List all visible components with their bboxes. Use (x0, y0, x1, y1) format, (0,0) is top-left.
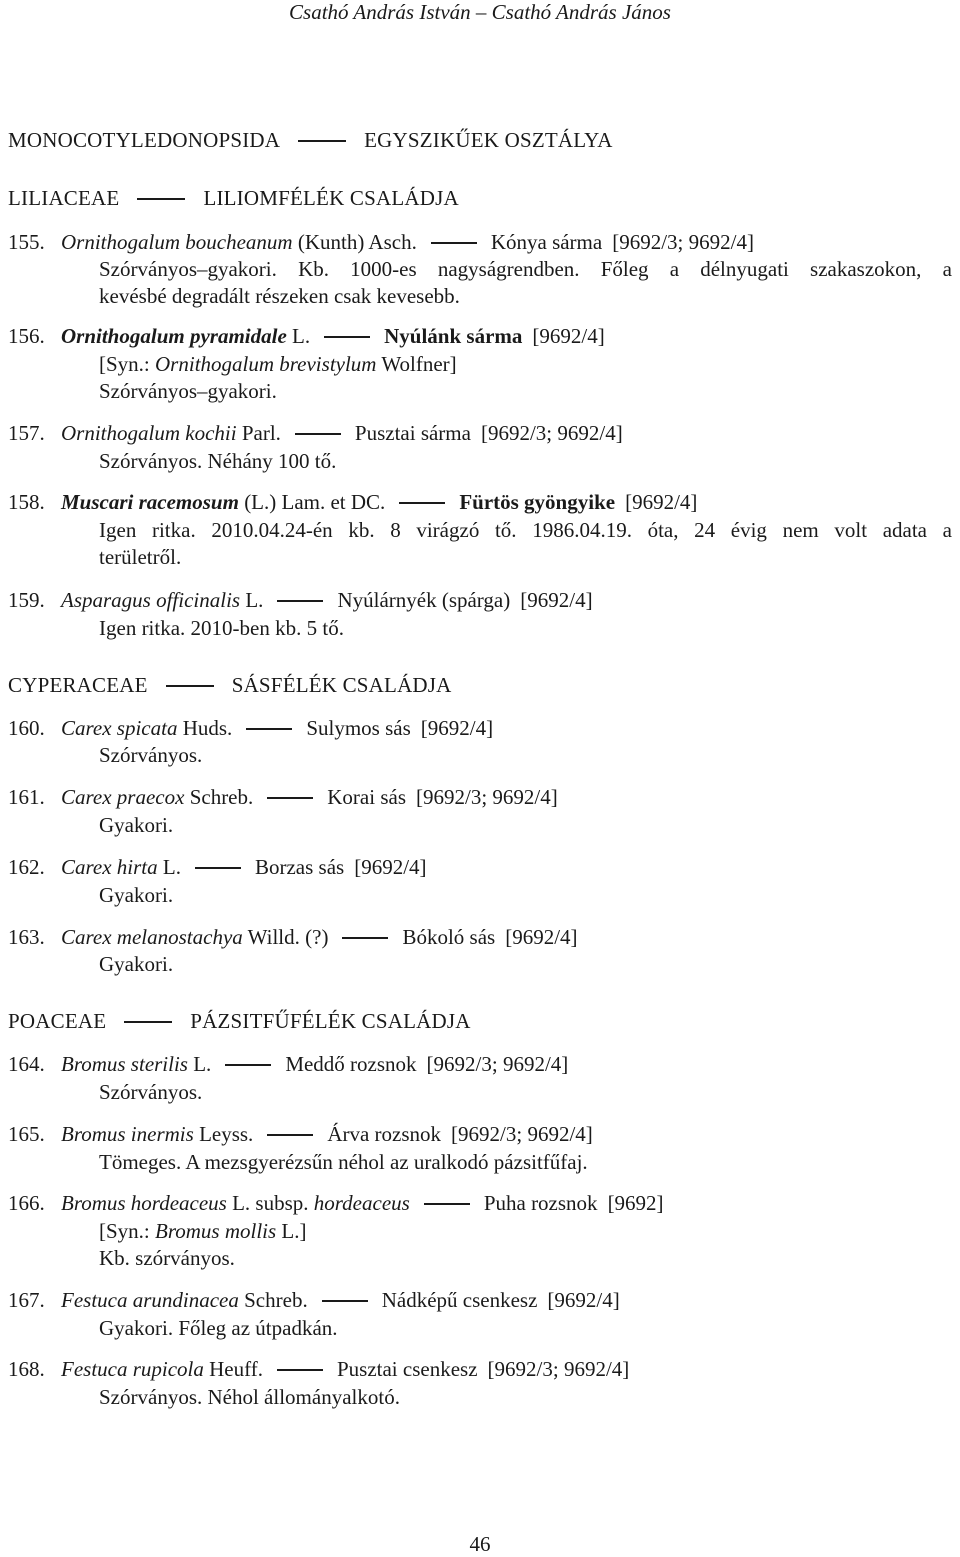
grid-reference: [9692/3; 9692/4] (480, 421, 623, 445)
grid-reference: [9692/3; 9692/4] (451, 1122, 593, 1146)
entry-note: Igen ritka. 2010.04.24-én kb. 8 virágzó tő. 1986.04.19. óta, 24 évig nem volt adata a (99, 518, 952, 542)
entry-number: 164. (8, 1052, 45, 1076)
grid-reference: [9692/3; 9692/4] (612, 230, 754, 254)
entry-number: 162. (8, 855, 45, 879)
entry-note: területről. (99, 545, 182, 569)
family-title-cyperaceae (8, 673, 452, 697)
synonym-name: Bromus mollis (155, 1219, 277, 1243)
scientific-name: Bromus inermis (61, 1122, 194, 1146)
entry-note: Gyakori. (99, 883, 174, 907)
entry-note: Szórványos. (99, 743, 203, 767)
scientific-name: Bromus hordeaceus (61, 1191, 227, 1215)
family-latin: POACEAE (8, 1009, 107, 1033)
scientific-name: Asparagus officinalis (61, 588, 241, 612)
entry-note: Gyakori. Főleg az útpadkán. (99, 1316, 338, 1340)
entry-number: 167. (8, 1288, 45, 1312)
grid-reference: [9692/4] (354, 855, 427, 879)
scientific-name: Ornithogalum boucheanum (61, 230, 293, 254)
author: L. (292, 324, 311, 348)
subspecies-name: hordeaceus (313, 1191, 410, 1215)
family-hungarian: PÁZSITFŰFÉLÉK CSALÁDJA (190, 1009, 471, 1033)
hungarian-name: Borzas sás (254, 855, 345, 879)
author: Huds. (182, 716, 233, 740)
grid-reference: [9692/4] (505, 925, 578, 949)
hungarian-name: Bókoló sás (402, 925, 496, 949)
author: Schreb. (189, 785, 254, 809)
entry-number: 159. (8, 588, 45, 612)
em-dash (225, 1064, 271, 1066)
em-dash (195, 867, 241, 869)
synonym-author: L.] (281, 1219, 307, 1243)
hungarian-name: Fürtös gyöngyike (459, 490, 616, 514)
grid-reference: [9692/3; 9692/4] (416, 785, 558, 809)
em-dash (298, 140, 346, 142)
entry-number: 166. (8, 1191, 45, 1215)
author: L. (193, 1052, 212, 1076)
entry-note: Szórványos. (99, 1080, 203, 1104)
hungarian-name: Árva rozsnok (327, 1122, 442, 1146)
class-title-latin: MONOCOTYLEDONOPSIDA (8, 128, 281, 152)
synonym-name: Ornithogalum brevistylum (155, 352, 377, 376)
hungarian-name: Meddő rozsnok (285, 1052, 417, 1076)
author: L. (245, 588, 264, 612)
running-header: Csathó András István – Csathó András János (289, 0, 671, 24)
synonym-label: [Syn.: (99, 1219, 150, 1243)
family-hungarian: SÁSFÉLÉK CSALÁDJA (231, 673, 452, 697)
scientific-name: Carex melanostachya (61, 925, 243, 949)
hungarian-name: Puha rozsnok (483, 1191, 598, 1215)
entry-number: 160. (8, 716, 45, 740)
scientific-name: Carex hirta (61, 855, 158, 879)
hungarian-name: Nyúlánk sárma (384, 324, 523, 348)
em-dash (424, 1203, 470, 1205)
em-dash (431, 242, 477, 244)
class-title (8, 128, 613, 152)
entry-note: Szórványos. Néhány 100 tő. (99, 449, 337, 473)
hungarian-name: Nádképű csenkesz (381, 1288, 538, 1312)
family-hungarian: LILIOMFÉLÉK CSALÁDJA (203, 186, 459, 210)
author: L. (162, 855, 181, 879)
page-number: 46 (469, 1532, 491, 1556)
entry-note: Gyakori. (99, 813, 174, 837)
class-title-hungarian: EGYSZIKŰEK OSZTÁLYA (364, 128, 613, 152)
grid-reference: [9692/4] (532, 324, 605, 348)
hungarian-name: Pusztai csenkesz (336, 1357, 478, 1381)
family-title-poaceae (8, 1009, 471, 1033)
em-dash (137, 198, 185, 200)
scientific-name: Carex praecox (61, 785, 185, 809)
em-dash (246, 728, 292, 730)
em-dash (399, 502, 445, 504)
entry-number: 157. (8, 421, 45, 445)
grid-reference: [9692/3; 9692/4] (426, 1052, 569, 1076)
family-latin: LILIACEAE (8, 186, 120, 210)
author: Schreb. (244, 1288, 308, 1312)
scientific-name: Ornithogalum pyramidale (61, 324, 287, 348)
scientific-name: Carex spicata (61, 716, 178, 740)
entry-note: Szórványos–gyakori. (99, 379, 277, 403)
entry-number: 161. (8, 785, 45, 809)
entry-note: Kb. szórványos. (99, 1246, 235, 1270)
scientific-name: Ornithogalum kochii (61, 421, 237, 445)
hungarian-name: Nyúlárnyék (spárga) (337, 588, 511, 612)
author: Parl. (241, 421, 281, 445)
author: Willd. (?) (247, 925, 329, 949)
entry-number: 156. (8, 324, 45, 348)
synonym-author: Wolfner] (381, 352, 457, 376)
entry-note: Szórványos–gyakori. Kb. 1000-es nagyságrendben. Főleg a délnyugati szakaszokon, a (99, 257, 952, 281)
em-dash (267, 1134, 313, 1136)
family-latin: CYPERACEAE (8, 673, 148, 697)
entry-note: kevésbé degradált részeken csak kevesebb. (99, 284, 460, 308)
author: L. subsp. (232, 1191, 309, 1215)
scientific-name: Muscari racemosum (61, 490, 239, 514)
em-dash (324, 336, 370, 338)
em-dash (277, 600, 323, 602)
entry-number: 163. (8, 925, 45, 949)
synonym (99, 352, 457, 376)
grid-reference: [9692/4] (520, 588, 593, 612)
grid-reference: [9692/4] (420, 716, 494, 740)
hungarian-name: Kónya sárma (490, 230, 603, 254)
author: (Kunth) Asch. (297, 230, 417, 254)
entry-note: Igen ritka. 2010-ben kb. 5 tő. (99, 616, 344, 640)
entry-note: Szórványos. Néhol állományalkotó. (99, 1385, 400, 1409)
entry-note: Gyakori. (99, 952, 174, 976)
em-dash (322, 1300, 368, 1302)
em-dash (267, 797, 313, 799)
entry-number: 165. (8, 1122, 45, 1146)
hungarian-name: Sulymos sás (306, 716, 411, 740)
hungarian-name: Korai sás (327, 785, 406, 809)
grid-reference: [9692/4] (625, 490, 698, 514)
em-dash (277, 1369, 323, 1371)
em-dash (166, 685, 214, 687)
entry-number: 168. (8, 1357, 45, 1381)
hungarian-name: Pusztai sárma (354, 421, 471, 445)
entry-number: 158. (8, 490, 45, 514)
grid-reference: [9692/3; 9692/4] (487, 1357, 630, 1381)
em-dash (295, 433, 341, 435)
synonym (99, 1219, 307, 1243)
grid-reference: [9692/4] (547, 1288, 620, 1312)
entry-number: 155. (8, 230, 45, 254)
scientific-name: Festuca arundinacea (61, 1288, 239, 1312)
scientific-name: Bromus sterilis (61, 1052, 188, 1076)
author: Leyss. (199, 1122, 254, 1146)
grid-reference: [9692] (607, 1191, 664, 1215)
scientific-name: Festuca rupicola (61, 1357, 204, 1381)
synonym-label: [Syn.: (99, 352, 150, 376)
entry-note: Tömeges. A mezsgyerézsűn néhol az uralkodó pázsitfűfaj. (99, 1150, 588, 1174)
family-title-liliaceae (8, 186, 459, 210)
em-dash (342, 937, 388, 939)
em-dash (124, 1021, 172, 1023)
author: Heuff. (209, 1357, 263, 1381)
author: (L.) Lam. et DC. (244, 490, 386, 514)
